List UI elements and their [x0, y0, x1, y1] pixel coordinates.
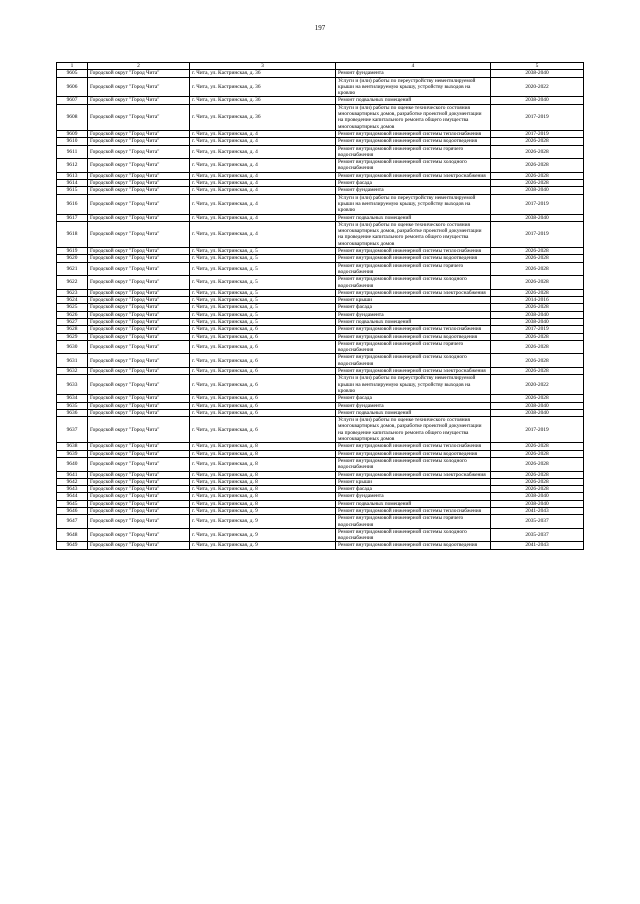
work-type-cell: Услуги и (или) работы по переустройству невентилируемой крыши на вентилируемую крышу, устройству выходов на кровлю [336, 77, 491, 97]
address-cell: г. Чита, ул. Кастринская, д. 6 [190, 409, 336, 416]
address-cell: г. Чита, ул. Кастринская, д. 4 [190, 194, 336, 214]
table-row [57, 500, 584, 507]
address-cell: г. Чита, ул. Кастринская, д. 8 [190, 478, 336, 485]
address-cell: г. Чита, ул. Кастринская, д. 6 [190, 354, 336, 368]
table-row [57, 138, 584, 145]
work-type-cell: Ремонт внутридомовой инженерной системы холодного водоснабжения [336, 528, 491, 542]
table-row [57, 276, 584, 290]
row-number-cell: 9629 [57, 333, 88, 340]
municipality-cell: Городской округ "Город Чита" [88, 221, 190, 247]
work-type-cell: Ремонт фундамента [336, 311, 491, 318]
work-type-cell: Ремонт внутридомовой инженерной системы холодного водоснабжения [336, 354, 491, 368]
period-cell: 2026-2028 [491, 443, 584, 450]
table-row [57, 457, 584, 471]
period-cell: 2041-2043 [491, 508, 584, 515]
row-number-cell: 9627 [57, 318, 88, 325]
row-number-cell: 9631 [57, 354, 88, 368]
municipality-cell: Городской округ "Город Чита" [88, 304, 190, 311]
row-number-cell: 9617 [57, 214, 88, 221]
table-row [57, 172, 584, 179]
table-row [57, 493, 584, 500]
address-cell: г. Чита, ул. Кастринская, д. 4 [190, 145, 336, 159]
period-cell: 2017-2019 [491, 104, 584, 130]
work-type-cell: Ремонт внутридомовой инженерной системы теплоснабжения [336, 326, 491, 333]
municipality-cell: Городской округ "Город Чита" [88, 395, 190, 402]
period-cell: 2038-2040 [491, 318, 584, 325]
address-cell: г. Чита, ул. Кастринская, д. 8 [190, 486, 336, 493]
municipality-cell: Городской округ "Город Чита" [88, 450, 190, 457]
table-row [57, 304, 584, 311]
table-row [57, 375, 584, 395]
row-number-cell: 9615 [57, 187, 88, 194]
row-number-cell: 9609 [57, 130, 88, 137]
table-row [57, 402, 584, 409]
row-number-cell: 9606 [57, 77, 88, 97]
address-cell: г. Чита, ул. Кастринская, д. 6 [190, 340, 336, 354]
period-cell: 2026-2028 [491, 333, 584, 340]
work-type-cell: Услуги и (или) работы по переустройству невентилируемой крыши на вентилируемую крышу, устройству выходов на кровлю [336, 194, 491, 214]
work-type-cell: Ремонт внутридомовой инженерной системы теплоснабжения [336, 508, 491, 515]
period-cell: 2035-2037 [491, 528, 584, 542]
address-cell: г. Чита, ул. Кастринская, д. 6 [190, 368, 336, 375]
work-type-cell: Ремонт фундамента [336, 493, 491, 500]
address-cell: г. Чита, ул. Кастринская, д. 5 [190, 248, 336, 255]
table-row [57, 368, 584, 375]
municipality-cell: Городской округ "Город Чита" [88, 515, 190, 529]
municipality-cell: Городской округ "Город Чита" [88, 276, 190, 290]
address-cell: г. Чита, ул. Кастринская, д. 5 [190, 297, 336, 304]
table-row [57, 104, 584, 130]
work-type-cell: Ремонт внутридомовой инженерной системы холодного водоснабжения [336, 159, 491, 173]
column-number-4: 4 [336, 63, 491, 70]
address-cell: г. Чита, ул. Кастринская, д. 6 [190, 402, 336, 409]
work-type-cell: Ремонт подвальных помещений [336, 318, 491, 325]
address-cell: г. Чита, ул. Кастринская, д. 5 [190, 318, 336, 325]
table-row [57, 340, 584, 354]
work-type-cell: Ремонт подвальных помещений [336, 500, 491, 507]
period-cell: 2017-2019 [491, 194, 584, 214]
period-cell: 2026-2028 [491, 255, 584, 262]
work-type-cell: Ремонт внутридомовой инженерной системы водоотведения [336, 138, 491, 145]
period-cell: 2026-2028 [491, 289, 584, 296]
work-type-cell: Ремонт подвальных помещений [336, 97, 491, 104]
period-cell: 2026-2028 [491, 159, 584, 173]
table-row [57, 528, 584, 542]
page-number: 197 [314, 24, 326, 32]
table-row [57, 478, 584, 485]
address-cell: г. Чита, ул. Кастринская, д. 4 [190, 180, 336, 187]
municipality-cell: Городской округ "Город Чита" [88, 104, 190, 130]
municipality-cell: Городской округ "Город Чита" [88, 77, 190, 97]
table-row [57, 130, 584, 137]
work-type-cell: Ремонт внутридомовой инженерной системы горячего водоснабжения [336, 145, 491, 159]
period-cell: 2026-2028 [491, 138, 584, 145]
row-number-cell: 9605 [57, 70, 88, 77]
work-type-cell: Ремонт внутридомовой инженерной системы электроснабжения [336, 289, 491, 296]
period-cell: 2038-2040 [491, 311, 584, 318]
table-row [57, 542, 584, 549]
address-cell: г. Чита, ул. Кастринская, д. 36 [190, 77, 336, 97]
row-number-cell: 9645 [57, 500, 88, 507]
address-cell: г. Чита, ул. Кастринская, д. 6 [190, 333, 336, 340]
address-cell: г. Чита, ул. Кастринская, д. 36 [190, 104, 336, 130]
column-number-row [57, 63, 584, 70]
work-type-cell: Ремонт фасада [336, 486, 491, 493]
address-cell: г. Чита, ул. Кастринская, д. 5 [190, 276, 336, 290]
row-number-cell: 9618 [57, 221, 88, 247]
row-number-cell: 9642 [57, 478, 88, 485]
municipality-cell: Городской округ "Город Чита" [88, 340, 190, 354]
work-type-cell: Ремонт внутридомовой инженерной системы водоотведения [336, 333, 491, 340]
municipality-cell: Городской округ "Город Чита" [88, 248, 190, 255]
period-cell: 2026-2028 [491, 340, 584, 354]
period-cell: 2038-2040 [491, 402, 584, 409]
municipality-cell: Городской округ "Город Чита" [88, 194, 190, 214]
table-row [57, 515, 584, 529]
period-cell: 2017-2019 [491, 326, 584, 333]
address-cell: г. Чита, ул. Кастринская, д. 9 [190, 542, 336, 549]
work-type-cell: Ремонт внутридомовой инженерной системы водоотведения [336, 450, 491, 457]
row-number-cell: 9616 [57, 194, 88, 214]
table-row [57, 395, 584, 402]
work-type-cell: Ремонт внутридомовой инженерной системы теплоснабжения [336, 443, 491, 450]
period-cell: 2026-2028 [491, 395, 584, 402]
work-type-cell: Ремонт фасада [336, 395, 491, 402]
work-type-cell: Ремонт внутридомовой инженерной системы холодного водоснабжения [336, 457, 491, 471]
municipality-cell: Городской округ "Город Чита" [88, 214, 190, 221]
period-cell: 2026-2028 [491, 478, 584, 485]
row-number-cell: 9628 [57, 326, 88, 333]
municipality-cell: Городской округ "Город Чита" [88, 471, 190, 478]
period-cell: 2026-2028 [491, 172, 584, 179]
table-row [57, 214, 584, 221]
address-cell: г. Чита, ул. Кастринская, д. 36 [190, 70, 336, 77]
work-type-cell: Ремонт фасада [336, 304, 491, 311]
period-cell: 2026-2028 [491, 180, 584, 187]
address-cell: г. Чита, ул. Кастринская, д. 8 [190, 457, 336, 471]
address-cell: г. Чита, ул. Кастринская, д. 4 [190, 187, 336, 194]
work-type-cell: Услуги и (или) работы по переустройству невентилируемой крыши на вентилируемую крышу, устройству выходов на кровлю [336, 375, 491, 395]
row-number-cell: 9635 [57, 402, 88, 409]
period-cell: 2020-2022 [491, 375, 584, 395]
address-cell: г. Чита, ул. Кастринская, д. 8 [190, 500, 336, 507]
work-type-cell: Ремонт внутридомовой инженерной системы теплоснабжения [336, 130, 491, 137]
address-cell: г. Чита, ул. Кастринская, д. 6 [190, 326, 336, 333]
table-row [57, 77, 584, 97]
table-row [57, 333, 584, 340]
address-cell: г. Чита, ул. Кастринская, д. 8 [190, 443, 336, 450]
municipality-cell: Городской округ "Город Чита" [88, 311, 190, 318]
work-type-cell: Услуги и (или) работы по оценке технического состояния многоквартирных домов, разработке проектной документации на проведение капитального ремонта общего имущества многоквартирных домов [336, 417, 491, 443]
period-cell: 2026-2028 [491, 486, 584, 493]
table-row [57, 311, 584, 318]
period-cell: 2014-2016 [491, 297, 584, 304]
row-number-cell: 9612 [57, 159, 88, 173]
period-cell: 2026-2028 [491, 145, 584, 159]
work-type-cell: Ремонт подвальных помещений [336, 214, 491, 221]
address-cell: г. Чита, ул. Кастринская, д. 6 [190, 417, 336, 443]
work-type-cell: Ремонт фундамента [336, 70, 491, 77]
municipality-cell: Городской округ "Город Чита" [88, 318, 190, 325]
table-row [57, 221, 584, 247]
work-type-cell: Ремонт внутридомовой инженерной системы электроснабжения [336, 368, 491, 375]
row-number-cell: 9623 [57, 289, 88, 296]
table-row [57, 486, 584, 493]
municipality-cell: Городской округ "Город Чита" [88, 493, 190, 500]
column-number-1: 1 [57, 63, 88, 70]
municipality-cell: Городской округ "Город Чита" [88, 130, 190, 137]
period-cell: 2020-2022 [491, 77, 584, 97]
address-cell: г. Чита, ул. Кастринская, д. 4 [190, 172, 336, 179]
period-cell: 2035-2037 [491, 515, 584, 529]
row-number-cell: 9626 [57, 311, 88, 318]
work-type-cell: Ремонт внутридомовой инженерной системы горячего водоснабжения [336, 340, 491, 354]
municipality-cell: Городской округ "Город Чита" [88, 70, 190, 77]
address-cell: г. Чита, ул. Кастринская, д. 4 [190, 221, 336, 247]
address-cell: г. Чита, ул. Кастринская, д. 6 [190, 395, 336, 402]
table-row [57, 289, 584, 296]
row-number-cell: 9607 [57, 97, 88, 104]
table-row [57, 159, 584, 173]
table-row [57, 70, 584, 77]
period-cell: 2041-2043 [491, 542, 584, 549]
column-number-3: 3 [190, 63, 336, 70]
table-row [57, 318, 584, 325]
address-cell: г. Чита, ул. Кастринская, д. 5 [190, 289, 336, 296]
period-cell: 2038-2040 [491, 187, 584, 194]
address-cell: г. Чита, ул. Кастринская, д. 4 [190, 214, 336, 221]
row-number-cell: 9640 [57, 457, 88, 471]
row-number-cell: 9625 [57, 304, 88, 311]
row-number-cell: 9647 [57, 515, 88, 529]
table-row [57, 187, 584, 194]
address-cell: г. Чита, ул. Кастринская, д. 6 [190, 375, 336, 395]
table-row [57, 97, 584, 104]
address-cell: г. Чита, ул. Кастринская, д. 9 [190, 515, 336, 529]
table-row [57, 409, 584, 416]
works-table [56, 62, 584, 550]
row-number-cell: 9608 [57, 104, 88, 130]
work-type-cell: Ремонт внутридомовой инженерной системы горячего водоснабжения [336, 515, 491, 529]
row-number-cell: 9641 [57, 471, 88, 478]
period-cell: 2026-2028 [491, 276, 584, 290]
column-number-5: 5 [491, 63, 584, 70]
address-cell: г. Чита, ул. Кастринская, д. 5 [190, 304, 336, 311]
table-row [57, 194, 584, 214]
work-type-cell: Ремонт внутридомовой инженерной системы горячего водоснабжения [336, 262, 491, 276]
period-cell: 2038-2040 [491, 500, 584, 507]
work-type-cell: Ремонт внутридомовой инженерной системы электроснабжения [336, 471, 491, 478]
address-cell: г. Чита, ул. Кастринская, д. 8 [190, 471, 336, 478]
table-row [57, 417, 584, 443]
period-cell: 2038-2040 [491, 70, 584, 77]
work-type-cell: Ремонт фундамента [336, 187, 491, 194]
row-number-cell: 9638 [57, 443, 88, 450]
municipality-cell: Городской округ "Город Чита" [88, 528, 190, 542]
period-cell: 2017-2019 [491, 417, 584, 443]
table-row [57, 450, 584, 457]
row-number-cell: 9619 [57, 248, 88, 255]
municipality-cell: Городской округ "Город Чита" [88, 145, 190, 159]
address-cell: г. Чита, ул. Кастринская, д. 9 [190, 528, 336, 542]
work-type-cell: Ремонт фасада [336, 180, 491, 187]
row-number-cell: 9646 [57, 508, 88, 515]
table-row [57, 443, 584, 450]
table-row [57, 354, 584, 368]
address-cell: г. Чита, ул. Кастринская, д. 4 [190, 138, 336, 145]
municipality-cell: Городской округ "Город Чита" [88, 326, 190, 333]
table-row [57, 255, 584, 262]
period-cell: 2017-2019 [491, 221, 584, 247]
municipality-cell: Городской округ "Город Чита" [88, 443, 190, 450]
row-number-cell: 9639 [57, 450, 88, 457]
address-cell: г. Чита, ул. Кастринская, д. 4 [190, 159, 336, 173]
municipality-cell: Городской округ "Город Чита" [88, 333, 190, 340]
municipality-cell: Городской округ "Город Чита" [88, 289, 190, 296]
municipality-cell: Городской округ "Город Чита" [88, 262, 190, 276]
address-cell: г. Чита, ул. Кастринская, д. 8 [190, 450, 336, 457]
municipality-cell: Городской округ "Город Чита" [88, 368, 190, 375]
row-number-cell: 9632 [57, 368, 88, 375]
row-number-cell: 9643 [57, 486, 88, 493]
work-type-cell: Ремонт внутридомовой инженерной системы холодного водоснабжения [336, 276, 491, 290]
works-table-body [57, 63, 584, 550]
row-number-cell: 9622 [57, 276, 88, 290]
row-number-cell: 9611 [57, 145, 88, 159]
table-row [57, 248, 584, 255]
period-cell: 2026-2028 [491, 248, 584, 255]
table-row [57, 471, 584, 478]
work-type-cell: Услуги и (или) работы по оценке технического состояния многоквартирных домов, разработке проектной документации на проведение капитального ремонта общего имущества многоквартирных домов [336, 221, 491, 247]
municipality-cell: Городской округ "Город Чита" [88, 486, 190, 493]
row-number-cell: 9621 [57, 262, 88, 276]
table-row [57, 508, 584, 515]
municipality-cell: Городской округ "Город Чита" [88, 180, 190, 187]
row-number-cell: 9649 [57, 542, 88, 549]
row-number-cell: 9624 [57, 297, 88, 304]
address-cell: г. Чита, ул. Кастринская, д. 9 [190, 508, 336, 515]
municipality-cell: Городской округ "Город Чита" [88, 542, 190, 549]
municipality-cell: Городской округ "Город Чита" [88, 159, 190, 173]
municipality-cell: Городской округ "Город Чита" [88, 508, 190, 515]
work-type-cell: Ремонт внутридомовой инженерной системы электроснабжения [336, 172, 491, 179]
municipality-cell: Городской округ "Город Чита" [88, 478, 190, 485]
work-type-cell: Ремонт крыши [336, 297, 491, 304]
work-type-cell: Ремонт внутридомовой инженерной системы водоотведения [336, 255, 491, 262]
period-cell: 2038-2040 [491, 97, 584, 104]
period-cell: 2026-2028 [491, 471, 584, 478]
table-row [57, 145, 584, 159]
address-cell: г. Чита, ул. Кастринская, д. 5 [190, 262, 336, 276]
period-cell: 2026-2028 [491, 457, 584, 471]
work-type-cell: Ремонт фундамента [336, 402, 491, 409]
municipality-cell: Городской округ "Город Чита" [88, 417, 190, 443]
table-row [57, 326, 584, 333]
row-number-cell: 9633 [57, 375, 88, 395]
column-number-2: 2 [88, 63, 190, 70]
row-number-cell: 9620 [57, 255, 88, 262]
row-number-cell: 9630 [57, 340, 88, 354]
work-type-cell: Ремонт внутридомовой инженерной системы водоотведения [336, 542, 491, 549]
municipality-cell: Городской округ "Город Чита" [88, 97, 190, 104]
address-cell: г. Чита, ул. Кастринская, д. 4 [190, 130, 336, 137]
municipality-cell: Городской округ "Город Чита" [88, 172, 190, 179]
work-type-cell: Ремонт крыши [336, 478, 491, 485]
municipality-cell: Городской округ "Город Чита" [88, 457, 190, 471]
row-number-cell: 9644 [57, 493, 88, 500]
row-number-cell: 9610 [57, 138, 88, 145]
table-row [57, 180, 584, 187]
municipality-cell: Городской округ "Город Чита" [88, 255, 190, 262]
municipality-cell: Городской округ "Город Чита" [88, 187, 190, 194]
address-cell: г. Чита, ул. Кастринская, д. 8 [190, 493, 336, 500]
row-number-cell: 9614 [57, 180, 88, 187]
period-cell: 2026-2028 [491, 304, 584, 311]
municipality-cell: Городской округ "Город Чита" [88, 500, 190, 507]
municipality-cell: Городской округ "Город Чита" [88, 409, 190, 416]
work-type-cell: Услуги и (или) работы по оценке технического состояния многоквартирных домов, разработке проектной документации на проведение капитального ремонта общего имущества многоквартирных домов [336, 104, 491, 130]
address-cell: г. Чита, ул. Кастринская, д. 5 [190, 255, 336, 262]
period-cell: 2017-2019 [491, 130, 584, 137]
address-cell: г. Чита, ул. Кастринская, д. 36 [190, 97, 336, 104]
municipality-cell: Городской округ "Город Чита" [88, 297, 190, 304]
period-cell: 2038-2040 [491, 493, 584, 500]
municipality-cell: Городской округ "Город Чита" [88, 138, 190, 145]
work-type-cell: Ремонт внутридомовой инженерной системы теплоснабжения [336, 248, 491, 255]
row-number-cell: 9648 [57, 528, 88, 542]
period-cell: 2026-2028 [491, 368, 584, 375]
address-cell: г. Чита, ул. Кастринская, д. 5 [190, 311, 336, 318]
period-cell: 2026-2028 [491, 354, 584, 368]
municipality-cell: Городской округ "Город Чита" [88, 375, 190, 395]
period-cell: 2038-2040 [491, 214, 584, 221]
period-cell: 2026-2028 [491, 262, 584, 276]
row-number-cell: 9637 [57, 417, 88, 443]
work-type-cell: Ремонт подвальных помещений [336, 409, 491, 416]
period-cell: 2038-2040 [491, 409, 584, 416]
table-row [57, 297, 584, 304]
table-row [57, 262, 584, 276]
period-cell: 2026-2028 [491, 450, 584, 457]
municipality-cell: Городской округ "Город Чита" [88, 402, 190, 409]
row-number-cell: 9636 [57, 409, 88, 416]
row-number-cell: 9613 [57, 172, 88, 179]
row-number-cell: 9634 [57, 395, 88, 402]
municipality-cell: Городской округ "Город Чита" [88, 354, 190, 368]
